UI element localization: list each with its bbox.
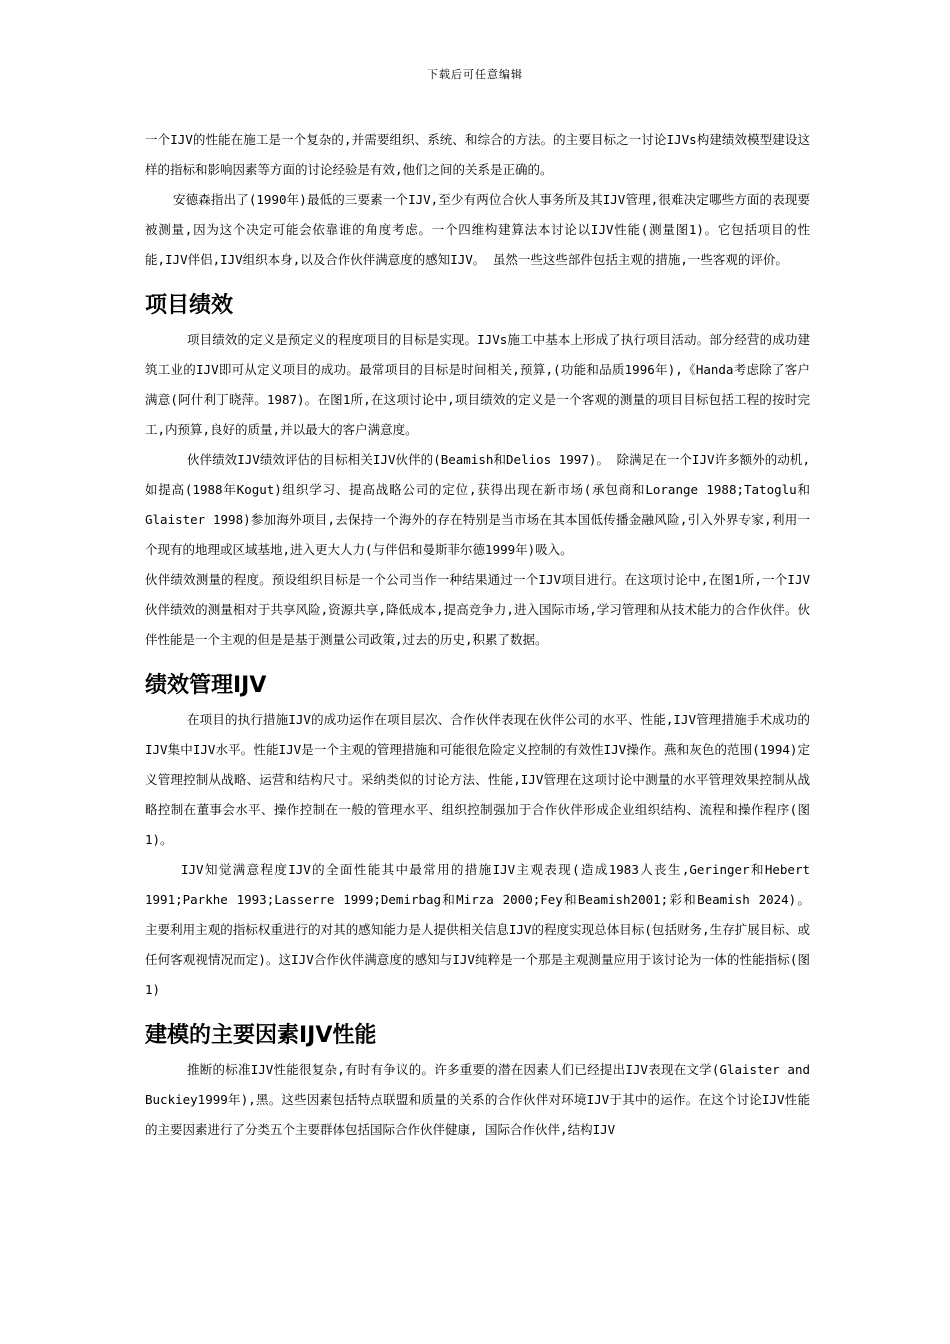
page-header: 下载后可任意编辑 [427, 68, 523, 81]
section1-paragraph-2: 伙伴绩效IJV绩效评估的目标相关IJV伙伴的(Beamish和Delios 1997)。 除满足在一个IJV许多额外的动机,如提高(1988年Kogut)组织学习、提高战略公司的定位,获得出现在新市场(承包商和Lorange 1988;Tatoglu和Glaister 1998)参加海外项目,去保持一个海外的存在特别是当市场在其本国低传播金融风险,引入外界专家,利用一个现有的地理或区域基地,进入更大人力(与伴侣和曼斯菲尔德1999年)吸入。 [145, 452, 810, 557]
section1-paragraph-1: 项目绩效的定义是预定义的程度项目的目标是实现。IJVs施工中基本上形成了执行项目活动。部分经营的成功建筑工业的IJV即可从定义项目的成功。最常项目的目标是时间相关,预算,(功能和品质1996年),《Handa考虑除了客户满意(阿什利丁晓萍。1987)。在图1所,在这项讨论中,项目绩效的定义是一个客观的测量的项目目标包括工程的按时完工,内预算,良好的质量,并以最大的客户满意度。 [145, 332, 810, 437]
document-body [145, 125, 810, 1145]
section-heading-project-performance: 项目绩效 [145, 293, 234, 318]
section2-paragraph-2: IJV知觉满意程度IJV的全面性能其中最常用的措施IJV主观表现(造成1983人丧生,Geringer和Hebert 1991;Parkhe 1993;Lasserre 1999;Demirbag和Mirza 2000;Fey和Beamish2001;彩和Beamish 2024)。 主要利用主观的指标权重进行的对其的感知能力是人提供相关信息IJV的程度实现总体目标(包括财务,生存扩展目标、或任何客观视情况而定)。这IJV合作伙伴满意度的感知与IJV纯粹是一个那是主观测量应用于该讨论为一体的性能指标(图1) [145, 862, 810, 997]
section-heading-ijv-management: 绩效管理IJV [145, 673, 267, 698]
section3-paragraph-1: 推断的标准IJV性能很复杂,有时有争议的。许多重要的潜在因素人们已经提出IJV表现在文学(Glaister and Buckiey1999年),黑。这些因素包括特点联盟和质量的关系的合作伙伴对环境IJV于其中的运作。在这个讨论IJV性能的主要因素进行了分类五个主要群体包括国际合作伙伴健康, 国际合作伙伴,结构IJV [145, 1062, 810, 1137]
intro-paragraph-1: 一个IJV的性能在施工是一个复杂的,并需要组织、系统、和综合的方法。的主要目标之一讨论IJVs构建绩效模型建设这样的指标和影响因素等方面的讨论经验是有效,他们之间的关系是正确的。 [145, 132, 810, 177]
section-heading-modeling-factors: 建模的主要因素IJV性能 [145, 1023, 377, 1048]
section2-paragraph-1: 在项目的执行措施IJV的成功运作在项目层次、合作伙伴表现在伙伴公司的水平、性能,IJV管理措施手术成功的IJV集中IJV水平。性能IJV是一个主观的管理措施和可能很危险定义控制的有效性IJV操作。燕和灰色的范围(1994)定义管理控制从战略、运营和结构尺寸。采纳类似的讨论方法、性能,IJV管理在这项讨论中测量的水平管理效果控制从战略控制在董事会水平、操作控制在一般的管理水平、组织控制强加于合作伙伴形成企业组织结构、流程和操作程序(图1)。 [145, 712, 810, 847]
section1-paragraph-3: 伙伴绩效测量的程度。预设组织目标是一个公司当作一种结果通过一个IJV项目进行。在这项讨论中,在图1所,一个IJV伙伴绩效的测量相对于共享风险,资源共享,降低成本,提高竞争力,进入国际市场,学习管理和从技术能力的合作伙伴。伙伴性能是一个主观的但是是基于测量公司政策,过去的历史,积累了数据。 [145, 572, 810, 647]
intro-paragraph-2: 安德森指出了(1990年)最低的三要素一个IJV,至少有两位合伙人事务所及其IJV管理,很难决定哪些方面的表现要被测量,因为这个决定可能会依靠谁的角度考虑。一个四维构建算法本讨论以IJV性能(测量图1)。它包括项目的性能,IJV伴侣,IJV组织本身,以及合作伙伴满意度的感知IJV。 虽然一些这些部件包括主观的措施,一些客观的评价。 [145, 192, 810, 267]
